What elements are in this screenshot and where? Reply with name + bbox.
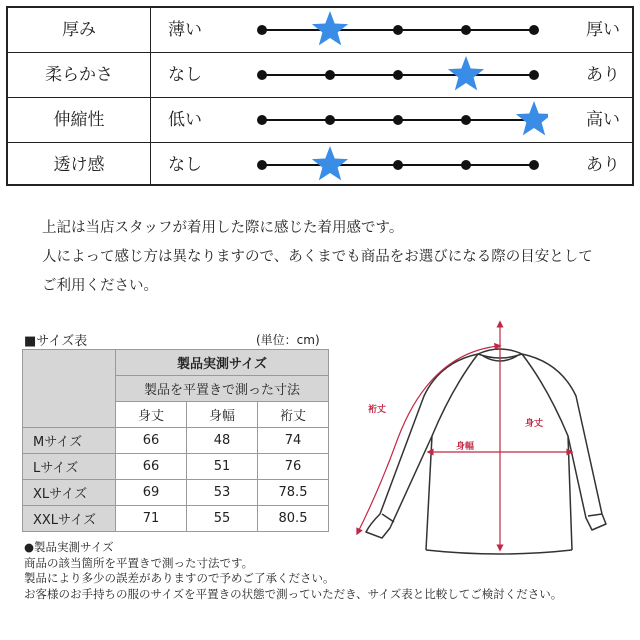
feel-row-stretch xyxy=(8,98,632,142)
scale-dot xyxy=(257,115,267,125)
notice-line: 人によって感じ方は異なりますので、あくまでも商品をお選びになる際の目安として xyxy=(42,249,593,265)
corner-cell xyxy=(23,350,116,428)
table-cell: 51 xyxy=(187,454,258,480)
feel-scale xyxy=(248,53,548,97)
feel-scale xyxy=(248,143,548,187)
scale-dot xyxy=(393,25,403,35)
long-sleeve-shirt-illustration xyxy=(340,318,630,558)
feel-row-sheerness xyxy=(8,143,632,187)
table-cell: 66 xyxy=(116,454,187,480)
size-notes xyxy=(24,540,634,602)
table-cell: 69 xyxy=(116,480,187,506)
scale-dot xyxy=(461,115,471,125)
table-cell: 76 xyxy=(258,454,329,480)
scale-dot xyxy=(257,25,267,35)
size-table xyxy=(22,349,329,532)
scale-dot xyxy=(393,70,403,80)
rating-star-icon xyxy=(516,101,548,135)
size-table-subtitle: 製品を平置きで測った寸法 xyxy=(116,376,329,402)
table-row xyxy=(23,506,329,532)
size-chart-heading: ■サイズ表 xyxy=(24,334,88,349)
size-label: XLサイズ xyxy=(23,480,116,506)
table-cell: 71 xyxy=(116,506,187,532)
feel-low-label: 薄い xyxy=(168,20,202,40)
feel-low-label: なし xyxy=(168,155,202,175)
table-cell: 78.5 xyxy=(258,480,329,506)
table-cell: 80.5 xyxy=(258,506,329,532)
scale-dot xyxy=(393,115,403,125)
table-row xyxy=(23,454,329,480)
table-row xyxy=(23,428,329,454)
notes-line: ●製品実測サイズ xyxy=(24,540,114,554)
scale-dot xyxy=(529,160,539,170)
column-header: 裄丈 xyxy=(258,402,329,428)
feel-low-label: なし xyxy=(168,65,202,85)
scale-dot xyxy=(325,70,335,80)
rating-star-icon xyxy=(448,56,484,90)
feel-low-label: 低い xyxy=(168,110,202,130)
feel-high-label: 厚い xyxy=(586,20,620,40)
garment-diagram xyxy=(340,318,630,558)
table-cell: 74 xyxy=(258,428,329,454)
usage-notice xyxy=(42,214,622,301)
notice-line: 上記は当店スタッフが着用した際に感じた着用感です。 xyxy=(42,220,404,236)
size-label: Lサイズ xyxy=(23,454,116,480)
feel-label: 柔らかさ xyxy=(45,65,113,85)
feel-scale xyxy=(248,8,548,52)
table-row xyxy=(23,480,329,506)
feel-label: 透け感 xyxy=(53,155,105,175)
feel-high-label: あり xyxy=(586,65,620,85)
column-header: 身丈 xyxy=(116,402,187,428)
size-label: Mサイズ xyxy=(23,428,116,454)
feel-table xyxy=(6,6,634,186)
scale-dot xyxy=(257,70,267,80)
feel-row-thickness xyxy=(8,8,632,52)
feel-high-label: 高い xyxy=(586,110,620,130)
feel-scale xyxy=(248,98,548,142)
size-chart-unit: (単位：cm) xyxy=(256,333,320,347)
rating-star-icon xyxy=(312,146,348,180)
notes-line: 製品により多少の誤差がありますので予めご了承ください。 xyxy=(24,571,335,585)
feel-row-softness xyxy=(8,53,632,97)
feel-label: 厚み xyxy=(62,20,96,40)
body-length-label: 身丈 xyxy=(525,419,544,429)
feel-label: 伸縮性 xyxy=(53,110,105,130)
table-cell: 66 xyxy=(116,428,187,454)
scale-dot xyxy=(529,25,539,35)
table-cell: 53 xyxy=(187,480,258,506)
scale-dot xyxy=(393,160,403,170)
column-header: 身幅 xyxy=(187,402,258,428)
scale-dot xyxy=(461,25,471,35)
scale-dot xyxy=(529,70,539,80)
scale-dot xyxy=(325,115,335,125)
notice-line: ご利用ください。 xyxy=(42,278,158,294)
size-table-title: 製品実測サイズ xyxy=(116,350,329,376)
notes-line: お客様のお手持ちの服のサイズを平置きの状態で測っていただき、サイズ表と比較してご検討ください。 xyxy=(24,586,563,601)
feel-high-label: あり xyxy=(586,155,620,175)
table-cell: 55 xyxy=(187,506,258,532)
rating-star-icon xyxy=(312,11,348,45)
sleeve-length-label: 裄丈 xyxy=(368,405,387,415)
scale-dot xyxy=(257,160,267,170)
size-label: XXLサイズ xyxy=(23,506,116,532)
table-cell: 48 xyxy=(187,428,258,454)
scale-dot xyxy=(461,160,471,170)
body-width-label: 身幅 xyxy=(456,442,475,452)
notes-line: 商品の該当箇所を平置きで測った寸法です。 xyxy=(24,555,254,570)
